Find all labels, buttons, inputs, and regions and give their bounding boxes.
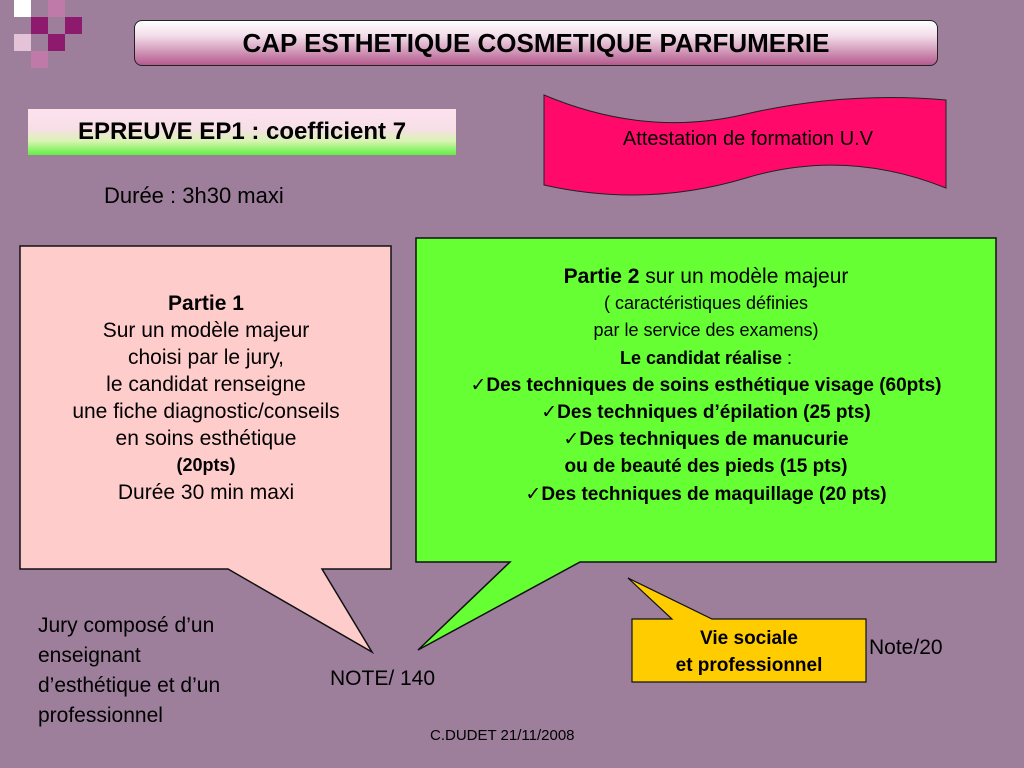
partie1-line: choisi par le jury,: [127, 346, 284, 369]
partie2-heading: Partie 2: [563, 265, 640, 288]
partie1-points: (20pts): [176, 455, 236, 475]
partie2-item-cont: ou de beauté des pieds (15 pts): [564, 456, 848, 478]
duration-text: Durée : 3h30 maxi: [104, 183, 284, 208]
partie2-heading-line: Partie 2 sur un modèle majeur: [563, 265, 849, 288]
jury-line: professionnel: [38, 704, 163, 727]
page-title: CAP ESTHETIQUE COSMETIQUE PARFUMERIE: [242, 27, 830, 58]
jury-line: d’esthétique et d’un: [38, 674, 221, 697]
check-icon: ✓: [541, 402, 558, 424]
note-140: NOTE/ 140: [330, 667, 436, 690]
partie2-item: ✓Des techniques d’épilation (25 pts): [541, 402, 871, 424]
partie1-line: le candidat renseigne: [106, 373, 306, 396]
check-icon: ✓: [470, 374, 487, 396]
partie2-item: ✓Des techniques de maquillage (20 pts): [525, 483, 887, 505]
partie2-item: ✓Des techniques de manucurie: [563, 429, 849, 451]
partie1-line: Sur un modèle majeur: [102, 319, 310, 342]
partie1-line: en soins esthétique: [115, 427, 297, 450]
note-20: Note/20: [869, 636, 943, 659]
jury-text: [38, 611, 220, 731]
partie2-item: ✓Des techniques de soins esthétique visage (60pts): [470, 374, 942, 396]
partie2-text: [416, 263, 996, 508]
partie1-heading: Partie 1: [168, 292, 244, 315]
vie-sociale-text: Vie sociale et professionnel: [675, 628, 823, 676]
check-icon: ✓: [563, 429, 580, 451]
jury-line: enseignant: [38, 644, 141, 667]
partie1-duration: Durée 30 min maxi: [117, 481, 295, 504]
partie2-realise: Le candidat réalise :: [619, 347, 793, 368]
partie1-text: [20, 290, 392, 506]
jury-line: Jury composé d’un: [38, 614, 215, 637]
partie2-sub: par le service des examens): [593, 320, 819, 341]
attestation-text: Attestation de formation U.V: [622, 128, 874, 150]
partie2-sub: ( caractéristiques définies: [603, 293, 809, 314]
check-icon: ✓: [525, 483, 542, 505]
partie1-line: une fiche diagnostic/conseils: [72, 400, 340, 423]
footer-credit: C.DUDET 21/11/2008: [430, 727, 575, 744]
epreuve-label: EPREUVE EP1 : coefficient 7: [77, 118, 407, 145]
